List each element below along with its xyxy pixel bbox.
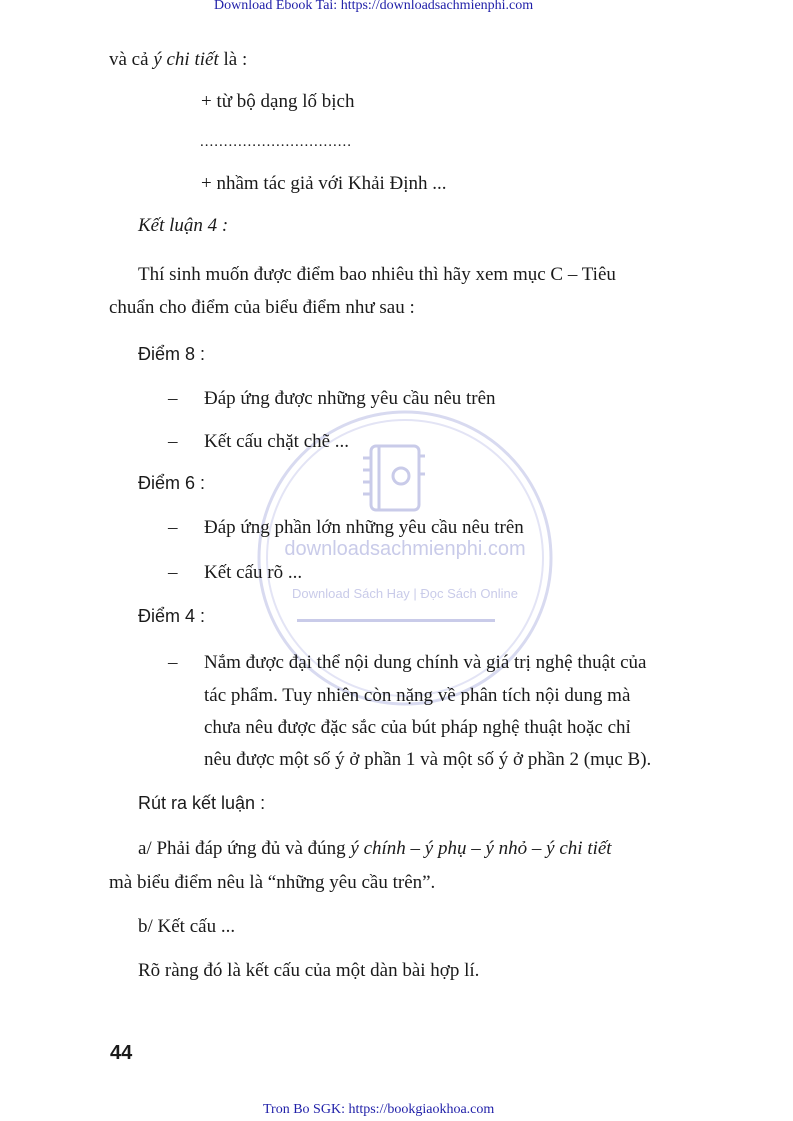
paragraph-line-2: chuẩn cho điểm của biểu điểm như sau : [109,297,415,318]
diem-8-item-1: Đáp ứng được những yêu cầu nêu trên [204,388,496,409]
conclusion-4-heading: Kết luận 4 : [138,215,229,236]
diem-6-heading: Điểm 6 : [138,473,206,493]
paragraph-line-1: Thí sinh muốn được điểm bao nhiêu thì hãy xem mục C – Tiêu [138,264,616,285]
ellipsis-divider: ................................ [200,134,352,150]
dash-marker: – [168,652,178,673]
diem-6-item-2: Kết cấu rõ ... [204,562,303,583]
diem-4-line-2: tác phẩm. Tuy nhiên còn nặng về phân tích nội dung mà [204,685,631,706]
watermark-tagline: Download Sách Hay | Đọc Sách Online [292,586,518,601]
diem-8-heading: Điểm 8 : [138,344,206,364]
page-number: 44 [110,1042,133,1064]
conclusion-a-line-2: mà biểu điểm nêu là “những yêu cầu trên”. [109,872,436,893]
dash-marker: – [168,562,178,583]
intro-line: và cả ý chi tiết là : [109,49,248,70]
conclusion-a-line-1: a/ Phải đáp ứng đủ và đúng ý chính – ý phụ – ý nhỏ – ý chi tiết [138,838,612,859]
dash-marker: – [168,431,178,452]
diem-4-heading: Điểm 4 : [138,606,206,626]
footer-sgk-link[interactable]: Tron Bo SGK: https://bookgiaokhoa.com [263,1102,495,1117]
notebook-icon [363,446,425,510]
item-tu-bo-dang: + từ bộ dạng lố bịch [201,91,355,112]
dash-marker: – [168,517,178,538]
diem-4-line-1: Nắm được đại thể nội dung chính và giá trị nghệ thuật của [204,652,647,673]
conclusion-b-line: b/ Kết cấu ... [138,916,236,937]
watermark-site: downloadsachmienphi.com [284,538,526,560]
rut-ra-ket-luan-heading: Rút ra kết luận : [138,793,266,813]
dash-marker: – [168,388,178,409]
final-sentence: Rõ ràng đó là kết cấu của một dàn bài hợp lí. [138,960,480,981]
header-download-link[interactable]: Download Ebook Tai: https://downloadsachmienphi.com [214,0,534,13]
diem-8-item-2: Kết cấu chặt chẽ ... [204,431,350,452]
item-nham-tac-gia: + nhầm tác giả với Khải Định ... [201,173,447,194]
diem-6-item-1: Đáp ứng phần lớn những yêu cầu nêu trên [204,517,524,538]
diem-4-line-4: nêu được một số ý ở phần 1 và một số ý ở phần 2 (mục B). [204,749,652,770]
diem-4-line-3: chưa nêu được đặc sắc của bút pháp nghệ thuật hoặc chỉ [204,717,631,738]
